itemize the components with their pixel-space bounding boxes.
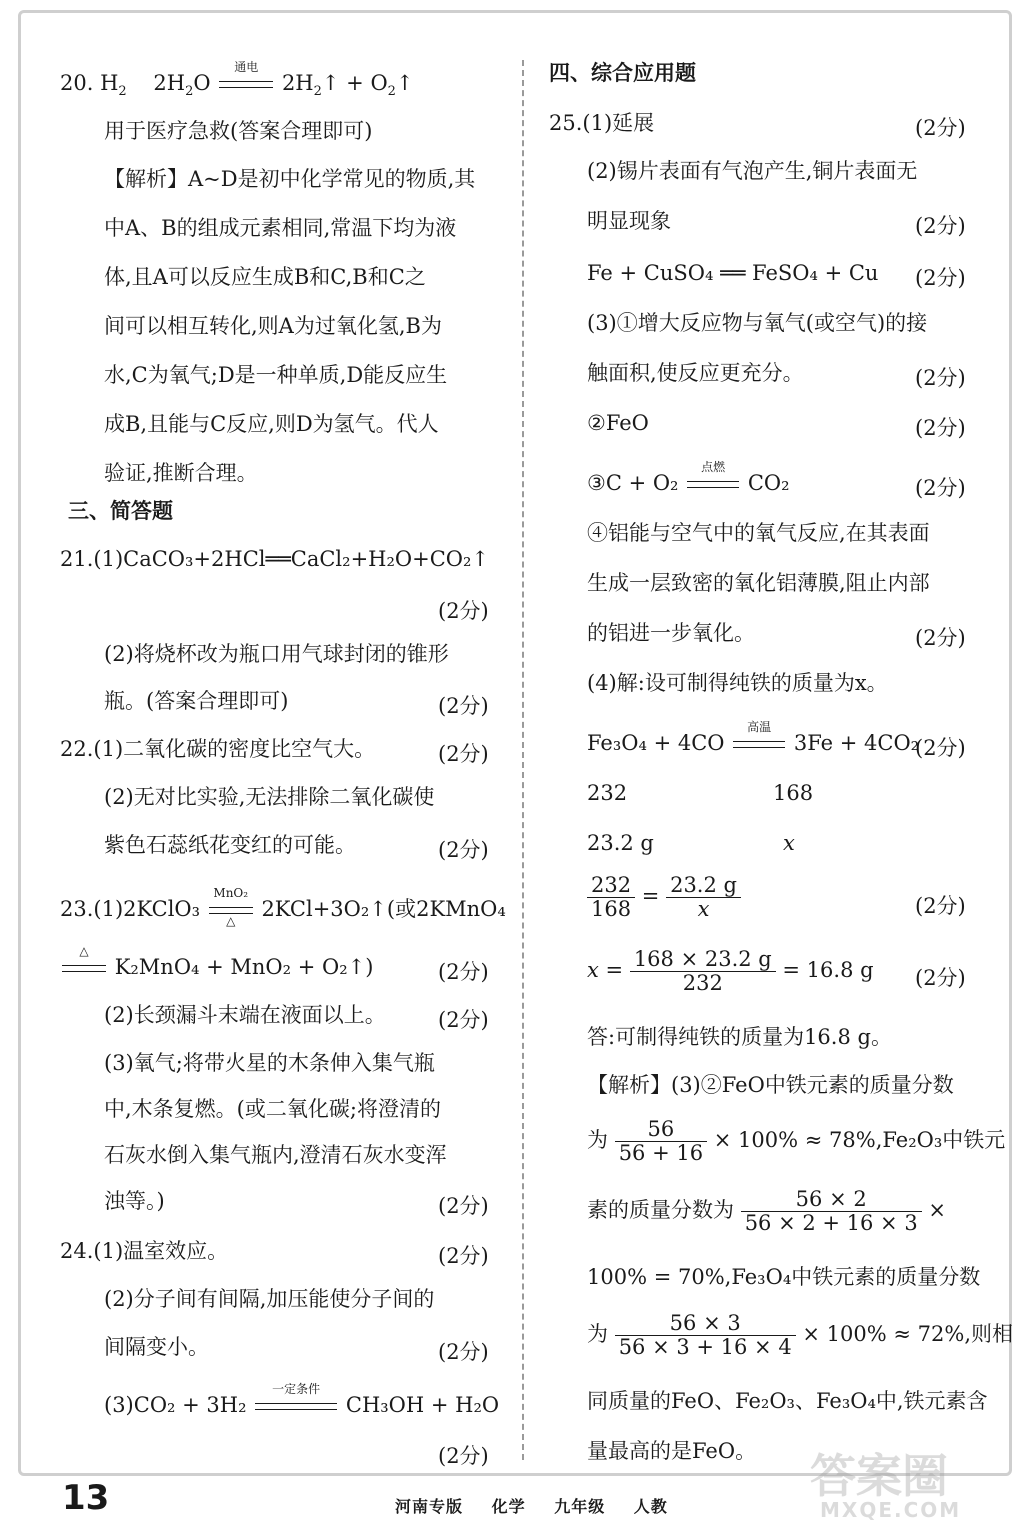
q25-s6: (2分): [915, 476, 966, 500]
q25-l10: 生成一层致密的氧化铝薄膜,阻止内部: [587, 571, 930, 595]
q21-score1: (2分): [438, 599, 489, 623]
q24-score1: (2分): [438, 1244, 489, 1268]
q20-analysis-1: 【解析】A~D是初中化学常见的物质,其: [104, 167, 476, 191]
q20-line1: 20. $H_2$ $2H_2O$ 通电 $2H_2↑$ + $O_2↑$: [60, 59, 414, 100]
footer-subject: 化学: [491, 1497, 526, 1516]
mass-23-2g: 23.2 g: [587, 831, 654, 855]
q25-s9: (2分): [915, 894, 966, 918]
q25-l2: (2)锡片表面有气泡产生,铜片表面无: [587, 159, 918, 183]
mass-232: 232: [587, 781, 628, 805]
reaction-arrow: △: [60, 961, 108, 977]
q22-line1: 22.(1)二氧化碳的密度比空气大。: [60, 737, 376, 761]
reaction-arrow: 一定条件: [253, 1399, 339, 1415]
reaction-arrow: MnO₂ △: [207, 903, 255, 919]
q25-l3: 明显现象: [587, 209, 671, 233]
analysis-line7: 量最高的是FeO。: [587, 1439, 757, 1463]
q20-analysis-5: 水,C为氧气;D是一种单质,D能反应生: [104, 363, 448, 387]
analysis-line5: 为 $\frac{56 \times 3}{56 \times 3 + 16 \times 4}$ × 100% ≈ 72%,则相: [587, 1311, 1013, 1360]
q25-l5: (3)①增大反应物与氧气(或空气)的接: [587, 311, 928, 335]
footer-publisher: 人教: [633, 1497, 668, 1516]
fraction: $\frac{232}{168}$: [587, 874, 635, 921]
q23-line4: (3)氧气;将带火星的木条伸入集气瓶: [104, 1051, 435, 1075]
answer-line: 答:可制得纯铁的质量为16.8 g。: [587, 1025, 892, 1049]
q23-score2: (2分): [438, 1008, 489, 1032]
q24-line1: 24.(1)温室效应。: [60, 1239, 229, 1263]
q25-s4: (2分): [915, 366, 966, 390]
fraction: $\frac{56 \times 2}{56 \times 2 + 16 \times 3}$: [741, 1188, 922, 1235]
q24-score2: (2分): [438, 1340, 489, 1364]
q23-line2: △ K₂MnO₄ + MnO₂ + O₂↑): [60, 956, 373, 979]
reaction-arrow: 点燃: [685, 477, 741, 493]
mass-168: 168: [773, 781, 814, 805]
analysis-line2: 为 $\frac{56}{56 + 16}$ × 100% ≈ 78%,Fe₂O₃中铁元: [587, 1117, 1006, 1166]
q22-line3: 紫色石蕊纸花变红的可能。: [104, 833, 356, 857]
q25-l1: 25.(1)延展: [549, 111, 655, 135]
q25-l6: 触面积,使反应更充分。: [587, 361, 804, 385]
q24-score3: (2分): [438, 1444, 489, 1468]
q24-line4: (3)CO₂ + 3H₂ 一定条件 CH₃OH + H₂O: [104, 1381, 500, 1417]
q23-score1: (2分): [438, 960, 489, 984]
q21-line3: 瓶。(答案合理即可): [104, 689, 289, 713]
footer-grade: 九年级: [554, 1497, 606, 1516]
q22-score2: (2分): [438, 838, 489, 862]
q25-l13: Fe₃O₄ + 4CO 高温 3Fe + 4CO₂: [587, 719, 920, 755]
q25-s10: (2分): [915, 966, 966, 990]
q25-s7: (2分): [915, 626, 966, 650]
q25-l8: ③C + O₂ 点燃 CO₂: [587, 459, 790, 495]
q23-line7: 浊等。): [104, 1189, 165, 1213]
q20-line2: 用于医疗急救(答案合理即可): [104, 119, 373, 143]
q22-line2: (2)无对比实验,无法排除二氧化碳使: [104, 785, 435, 809]
footer-meta: [395, 1494, 690, 1517]
q25-s3: (2分): [915, 266, 966, 290]
q24-line2: (2)分子间有间隔,加压能使分子间的: [104, 1287, 435, 1311]
page-number: 13: [62, 1478, 110, 1518]
q25-l11: 的铝进一步氧化。: [587, 621, 755, 645]
q23-score3: (2分): [438, 1194, 489, 1218]
q20-analysis-6: 成B,且能与C反应,则D为氢气。代人: [104, 412, 439, 436]
q23-line5: 中,木条复燃。(或二氧化碳;将澄清的: [104, 1097, 441, 1121]
fraction: $\frac{23.2 g}{x}$: [666, 874, 741, 921]
q20-analysis-4: 间可以相互转化,则A为过氧化氢,B为: [104, 314, 442, 338]
q23-line6: 石灰水倒入集气瓶内,澄清石灰水变浑: [104, 1143, 447, 1167]
reaction-arrow: 通电: [217, 77, 275, 93]
analysis-line3: 素的质量分数为 $\frac{56 \times 2}{56 \times 2 + 16 \times 3}$ ×: [587, 1187, 946, 1236]
analysis-line6: 同质量的FeO、Fe₂O₃、Fe₃O₄中,铁元素含: [587, 1389, 988, 1413]
reaction-arrow: 高温: [731, 737, 787, 753]
watermark-logo: 答案圈 MXQE.COM: [810, 1449, 962, 1522]
q21-line2: (2)将烧杯改为瓶口用气球封闭的锥形: [104, 642, 449, 666]
x-calculation: x = $\frac{168 \times 23.2 g}{232}$ = 16.8 g: [587, 947, 874, 996]
mass-x: x: [783, 831, 795, 855]
q25-s8: (2分): [915, 736, 966, 760]
q20-analysis-3: 体,且A可以反应生成B和C,B和C之: [104, 265, 426, 289]
footer-edition: 河南专版: [395, 1497, 464, 1516]
proportion-equation: $\frac{232}{168}$ = $\frac{23.2 g}{x}$: [587, 874, 741, 921]
q20-analysis-2: 中A、B的组成元素相同,常温下均为液: [104, 216, 457, 240]
q25-s1: (2分): [915, 116, 966, 140]
fraction: $\frac{168 \times 23.2 g}{232}$: [630, 948, 776, 995]
q21-score2: (2分): [438, 694, 489, 718]
q23-line3: (2)长颈漏斗末端在液面以上。: [104, 1003, 386, 1027]
q25-l4: Fe + CuSO₄ ══ FeSO₄ + Cu: [587, 261, 879, 285]
fraction: $\frac{56 \times 3}{56 \times 3 + 16 \times 4}$: [615, 1312, 796, 1359]
q25-l9: ④铝能与空气中的氧气反应,在其表面: [587, 521, 930, 545]
q23-line1: 23.(1)2KClO₃ MnO₂ △ 2KCl+3O₂↑(或2KMnO₄: [60, 885, 506, 928]
section4-title: 四、综合应用题: [549, 61, 696, 85]
q25-s2: (2分): [915, 214, 966, 238]
analysis-line4: 100% = 70%,Fe₃O₄中铁元素的质量分数: [587, 1265, 981, 1289]
q25-s5: (2分): [915, 416, 966, 440]
q25-l7: ②FeO: [587, 411, 649, 435]
q22-score1: (2分): [438, 742, 489, 766]
q25-l12: (4)解:设可制得纯铁的质量为x。: [587, 671, 888, 695]
section3-title: 三、简答题: [68, 499, 173, 523]
q21-line1: 21.(1)CaCO₃+2HCl══CaCl₂+H₂O+CO₂↑: [60, 547, 490, 571]
q24-line3: 间隔变小。: [104, 1335, 209, 1359]
column-divider: [522, 60, 524, 1460]
q20-analysis-7: 验证,推断合理。: [104, 461, 258, 485]
fraction: $\frac{56}{56 + 16}$: [615, 1118, 707, 1165]
analysis-line1: 【解析】(3)②FeO中铁元素的质量分数: [587, 1073, 954, 1097]
